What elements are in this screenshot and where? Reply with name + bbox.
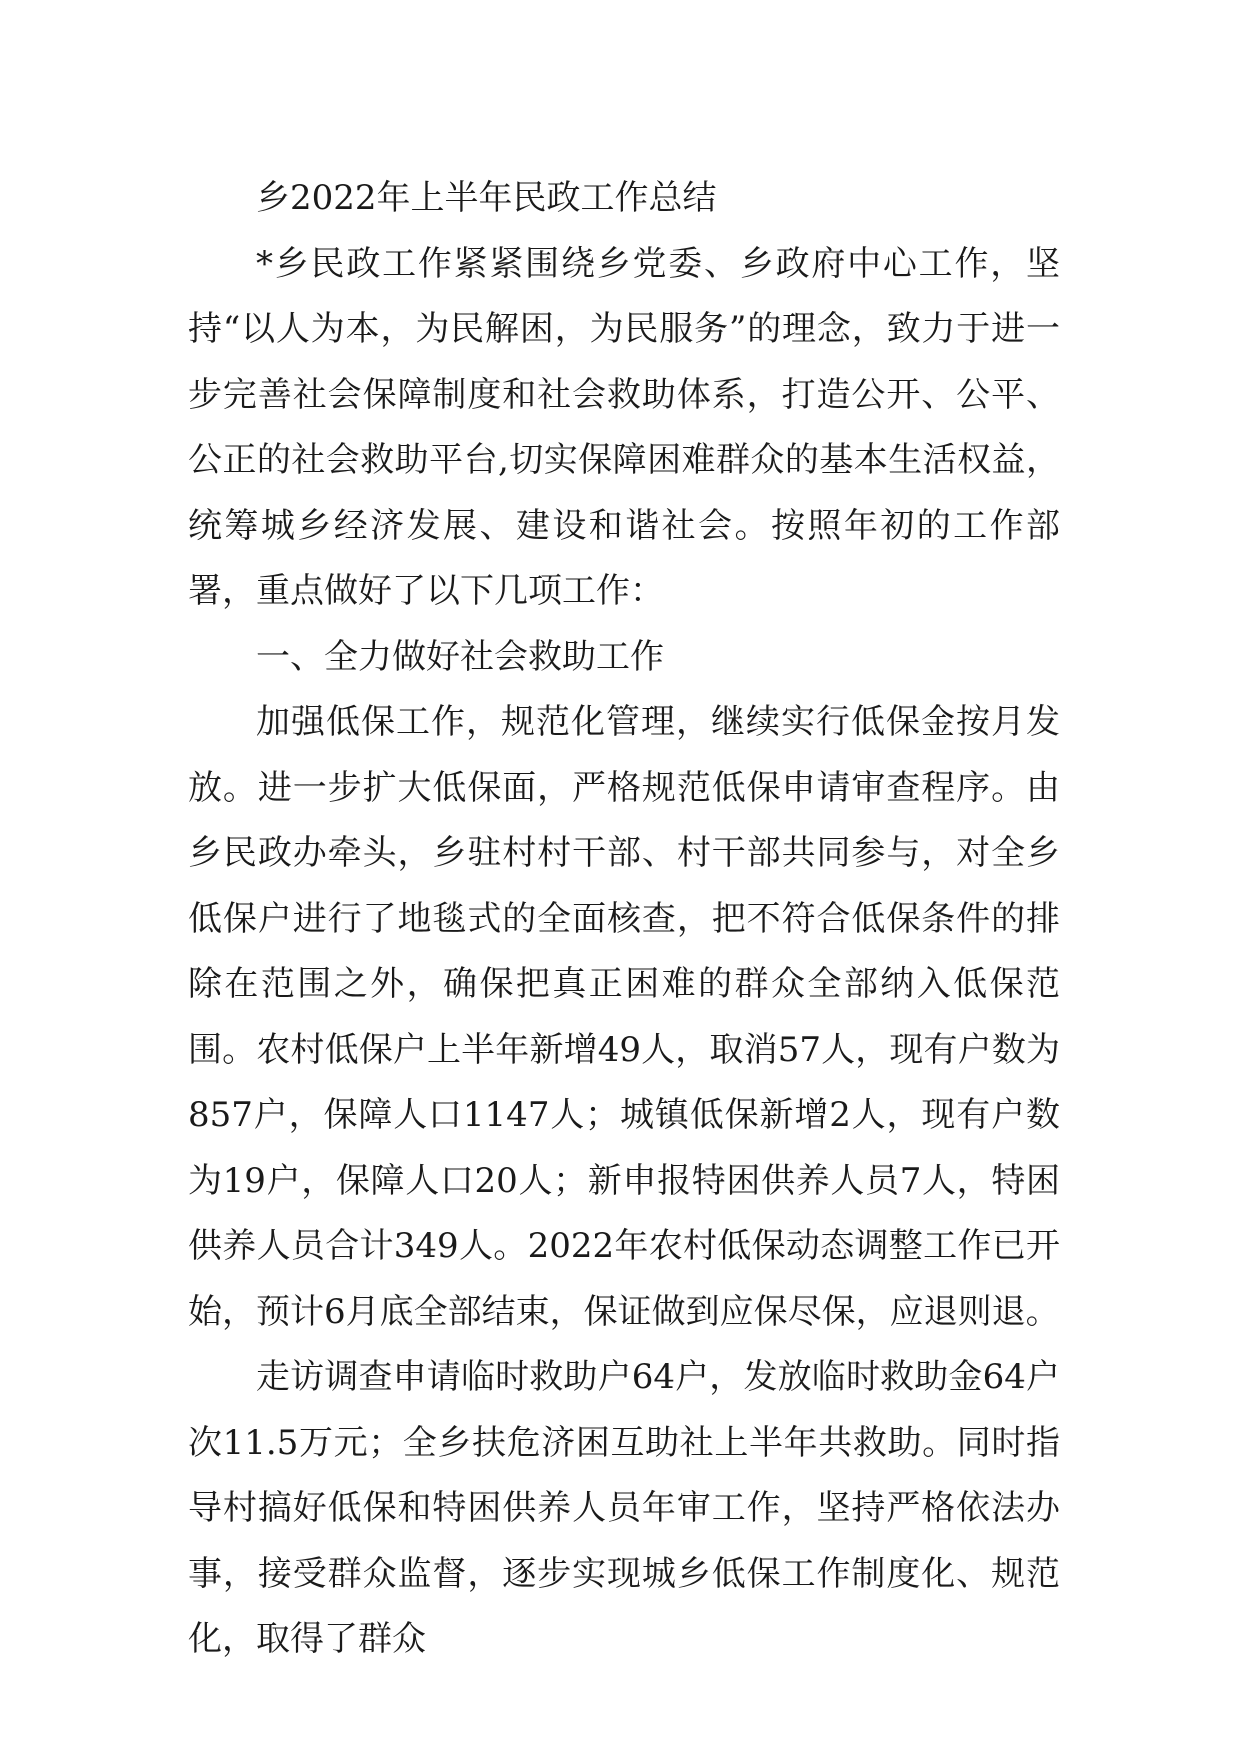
document-body bbox=[188, 166, 1060, 1673]
document-title: 乡2022年上半年民政工作总结 bbox=[256, 178, 717, 218]
intro-paragraph: *乡民政工作紧紧围绕乡党委、乡政府中心工作，坚持“以人为本，为民解困，为民服务”的理念，致力于进一步完善社会保障制度和社会救助体系，打造公开、公平、公正的社会救助平台,切实保障困难群众的基本生活权益，统筹城乡经济发展、建设和谐社会。按照年初的工作部署，重点做好了以下几项工作： bbox=[188, 243, 1060, 611]
section-heading: 一、全力做好社会救助工作 bbox=[256, 636, 664, 677]
body-paragraph: 走访调查申请临时救助户64户，发放临时救助金64户次11.5万元；全乡扶危济困互助社上半年共救助。同时指导村搞好低保和特困供养人员年审工作，坚持严格依法办事，接受群众监督，逐步实现城乡低保工作制度化、规范化，取得了群众 bbox=[188, 1357, 1060, 1659]
body-paragraph: 加强低保工作，规范化管理，继续实行低保金按月发放。进一步扩大低保面，严格规范低保申请审查程序。由乡民政办牵头，乡驻村村干部、村干部共同参与，对全乡低保户进行了地毯式的全面核查，把不符合低保条件的排除在范围之外，确保把真正困难的群众全部纳入低保范围。农村低保户上半年新增49人，取消57人，现有户数为857户，保障人口1147人；城镇低保新增2人，现有户数为19户，保障人口20人；新申报特困供养人员7人，特困供养人员合计349人。2022年农村低保动态调整工作已开始，预计6月底全部结束，保证做到应保尽保，应退则退。 bbox=[188, 702, 1060, 1332]
